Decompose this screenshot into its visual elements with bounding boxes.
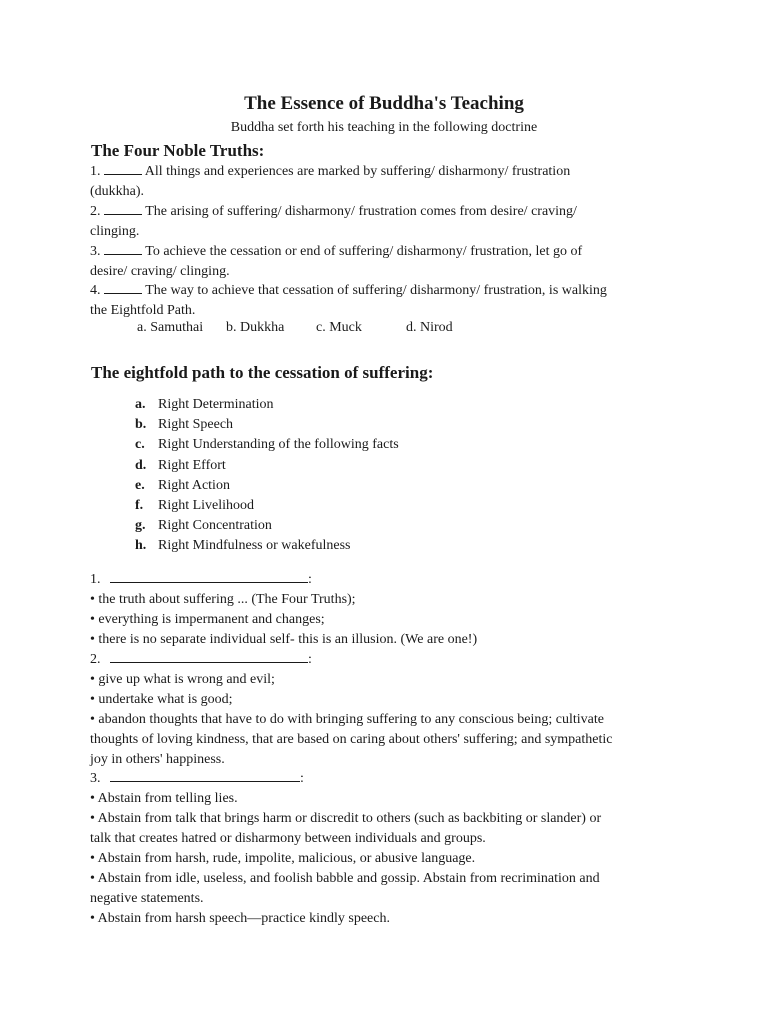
option-b: b. Dukkha bbox=[226, 320, 285, 335]
list-item: joy in others' happiness. bbox=[90, 752, 225, 767]
option-d: d. Nirod bbox=[406, 320, 453, 335]
list-item: • Abstain from harsh, rude, impolite, malicious, or abusive language. bbox=[90, 851, 476, 866]
path-item: g. Right Concentration bbox=[135, 518, 272, 533]
list-item: • Abstain from idle, useless, and foolish babble and gossip. Abstain from recrimination and bbox=[90, 871, 600, 886]
answer-blank[interactable] bbox=[110, 650, 308, 663]
answer-blank[interactable] bbox=[104, 242, 142, 255]
truth-1-cont: (dukkha). bbox=[90, 184, 145, 199]
path-item: a. Right Determination bbox=[135, 397, 274, 412]
section-3-header: 3. : bbox=[90, 771, 304, 786]
truth-4: 4. The way to achieve that cessation of suffering/ disharmony/ frustration, is walking bbox=[90, 283, 607, 298]
truth-4-cont: the Eightfold Path. bbox=[90, 303, 196, 318]
answer-blank[interactable] bbox=[104, 202, 142, 215]
path-item: c. Right Understanding of the following facts bbox=[135, 437, 399, 452]
page-subtitle: Buddha set forth his teaching in the following doctrine bbox=[230, 120, 538, 135]
list-item: negative statements. bbox=[90, 891, 204, 906]
section-2-header: 2. : bbox=[90, 652, 312, 667]
list-item: talk that creates hatred or disharmony between individuals and groups. bbox=[90, 831, 486, 846]
path-item: e. Right Action bbox=[135, 478, 230, 493]
path-item: h. Right Mindfulness or wakefulness bbox=[135, 538, 351, 553]
truth-3-cont: desire/ craving/ clinging. bbox=[90, 264, 230, 279]
truth-2: 2. The arising of suffering/ disharmony/ frustration comes from desire/ craving/ bbox=[90, 204, 577, 219]
path-item: b. Right Speech bbox=[135, 417, 234, 432]
path-heading: The eightfold path to the cessation of suffering: bbox=[91, 363, 434, 382]
path-item: f. Right Livelihood bbox=[135, 498, 255, 513]
list-item: • Abstain from talk that brings harm or discredit to others (such as backbiting or slander) or bbox=[90, 811, 602, 826]
answer-blank[interactable] bbox=[110, 570, 308, 583]
list-item: • there is no separate individual self- this is an illusion. (We are one!) bbox=[90, 632, 478, 647]
list-item: • abandon thoughts that have to do with bringing suffering to any conscious being; cultivate bbox=[90, 712, 604, 727]
truth-1: 1. All things and experiences are marked by suffering/ disharmony/ frustration bbox=[90, 164, 571, 179]
list-item: • Abstain from telling lies. bbox=[90, 791, 238, 806]
answer-blank[interactable] bbox=[104, 281, 142, 294]
list-item: • the truth about suffering ... (The Four Truths); bbox=[90, 592, 356, 607]
list-item: • give up what is wrong and evil; bbox=[90, 672, 275, 687]
answer-blank[interactable] bbox=[104, 162, 142, 175]
truth-3: 3. To achieve the cessation or end of suffering/ disharmony/ frustration, let go of bbox=[90, 244, 583, 259]
option-a: a. Samuthai bbox=[137, 320, 204, 335]
section-1-header: 1. : bbox=[90, 572, 312, 587]
list-item: • everything is impermanent and changes; bbox=[90, 612, 325, 627]
page-title: The Essence of Buddha's Teaching bbox=[244, 93, 524, 114]
truth-2-cont: clinging. bbox=[90, 224, 140, 239]
answer-blank[interactable] bbox=[110, 769, 300, 782]
option-c: c. Muck bbox=[316, 320, 362, 335]
list-item: • undertake what is good; bbox=[90, 692, 233, 707]
truths-heading: The Four Noble Truths: bbox=[91, 141, 265, 160]
list-item: thoughts of loving kindness, that are based on caring about others' suffering; and sympathetic bbox=[90, 732, 613, 747]
path-item: d. Right Effort bbox=[135, 458, 226, 473]
list-item: • Abstain from harsh speech—practice kindly speech. bbox=[90, 911, 390, 926]
